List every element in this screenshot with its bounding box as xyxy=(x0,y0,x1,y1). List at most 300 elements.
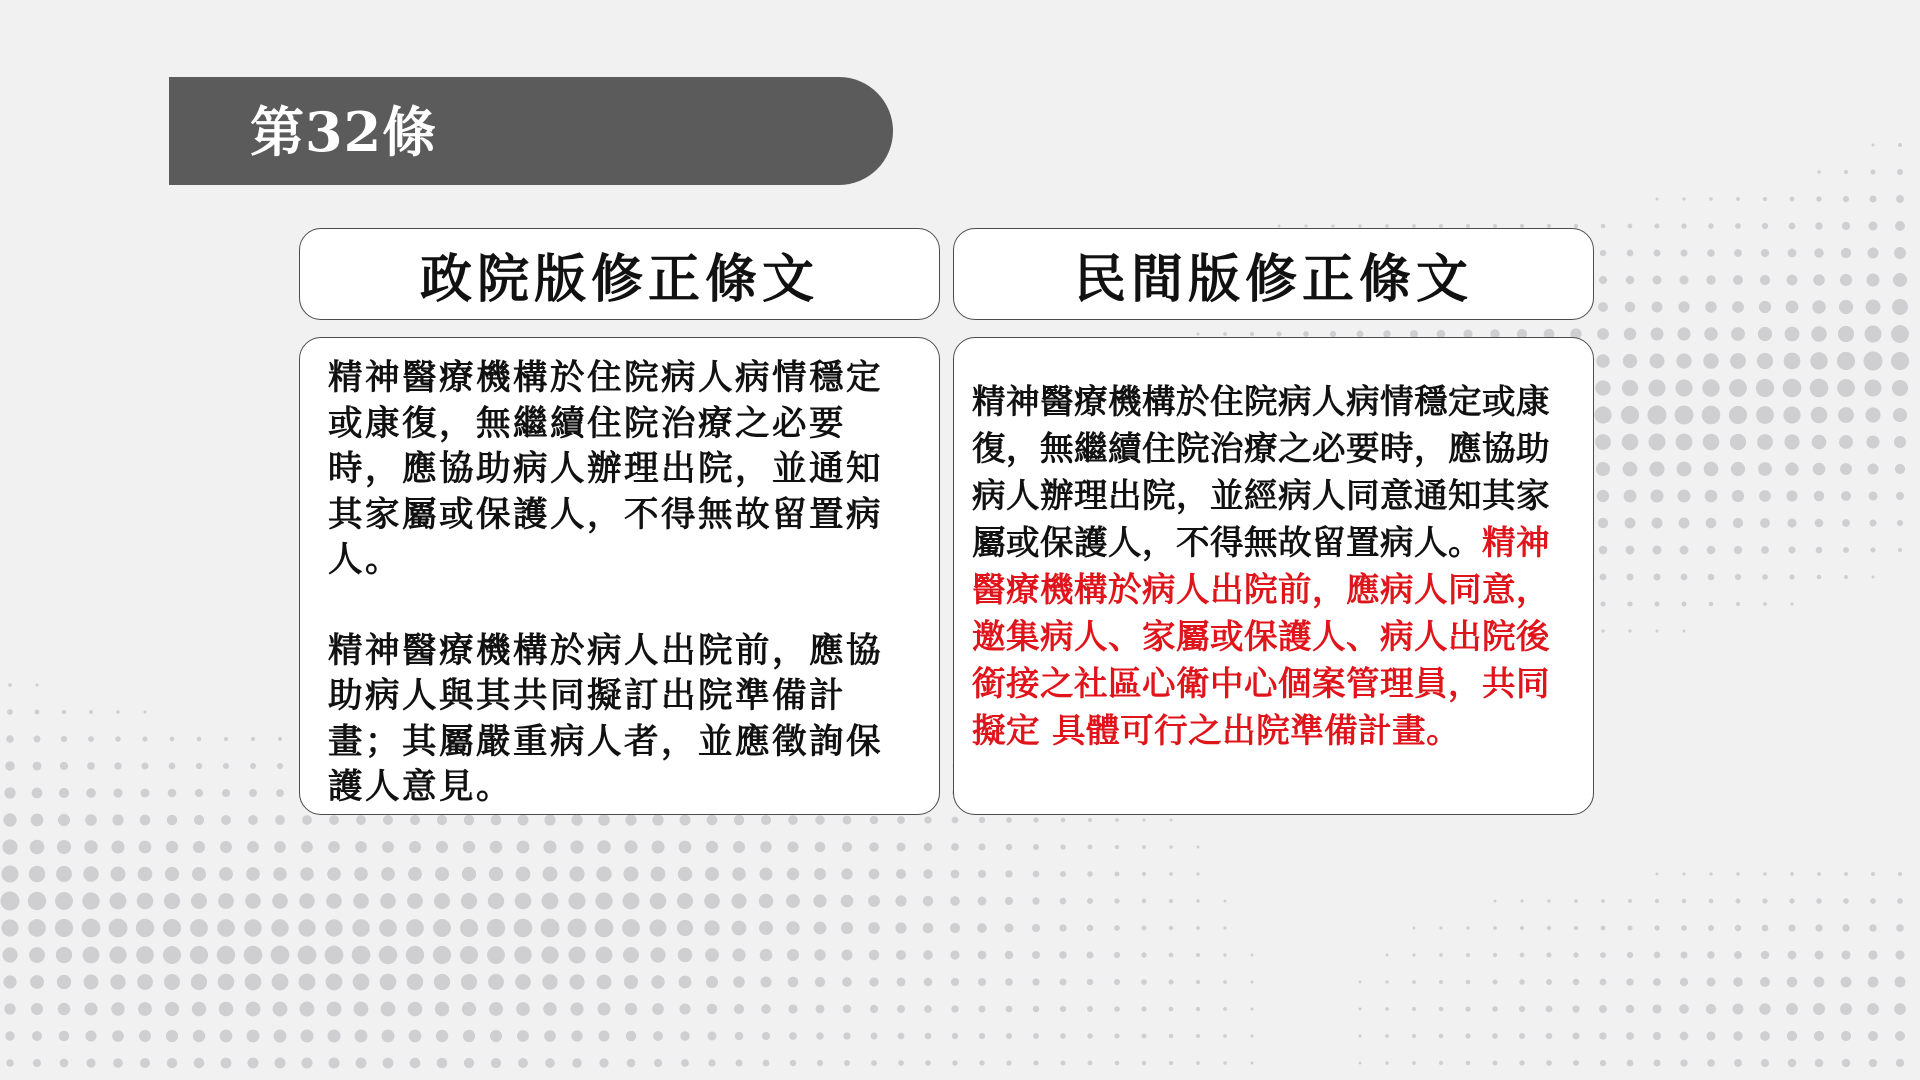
halftone-dot xyxy=(1708,223,1713,228)
halftone-dot xyxy=(1,865,18,882)
halftone-dot xyxy=(1897,169,1903,175)
right-column-header xyxy=(953,228,1594,320)
halftone-dot xyxy=(1649,380,1666,397)
halftone-dot xyxy=(379,946,398,965)
halftone-dot xyxy=(1654,601,1659,606)
halftone-dot xyxy=(224,737,228,741)
right-column-body xyxy=(953,337,1594,815)
halftone-dot xyxy=(1788,1059,1796,1067)
halftone-dot xyxy=(868,895,880,907)
halftone-dot xyxy=(353,974,370,991)
halftone-dot xyxy=(140,1058,150,1068)
halftone-dot xyxy=(1465,1033,1470,1038)
halftone-dot xyxy=(596,947,613,964)
halftone-dot xyxy=(60,762,68,770)
halftone-dot xyxy=(951,978,959,986)
halftone-dot xyxy=(383,1058,394,1069)
halftone-dot xyxy=(1897,898,1903,904)
halftone-dot xyxy=(435,1002,449,1016)
halftone-dot xyxy=(328,1030,341,1043)
halftone-dot xyxy=(1114,925,1120,931)
halftone-dot xyxy=(1893,273,1907,287)
halftone-dot xyxy=(1680,1032,1689,1041)
halftone-dot xyxy=(112,814,123,825)
halftone-dot xyxy=(760,976,771,987)
halftone-dot xyxy=(1866,300,1881,315)
halftone-dot xyxy=(1735,223,1741,229)
right-column-header-label: 民間版修正條文 xyxy=(1073,248,1473,310)
halftone-dot xyxy=(1680,978,1688,986)
halftone-dot xyxy=(733,841,745,853)
halftone-dot xyxy=(677,920,693,936)
halftone-dot xyxy=(517,1030,529,1042)
halftone-dot xyxy=(28,892,46,910)
halftone-dot xyxy=(625,1003,637,1015)
halftone-dot xyxy=(1682,872,1685,875)
halftone-dot xyxy=(1439,1061,1443,1065)
halftone-dot xyxy=(110,893,127,910)
halftone-dot xyxy=(1706,1004,1716,1014)
halftone-dot xyxy=(815,815,824,824)
halftone-dot xyxy=(1493,953,1497,957)
halftone-dot xyxy=(55,919,73,937)
halftone-dot xyxy=(706,841,718,853)
halftone-dot xyxy=(654,1059,662,1067)
halftone-dot xyxy=(1033,1060,1038,1065)
halftone-dot xyxy=(1785,462,1798,475)
halftone-dot xyxy=(192,867,206,881)
halftone-dot xyxy=(814,868,826,880)
halftone-dot xyxy=(1412,980,1416,984)
halftone-dot xyxy=(1223,980,1227,984)
halftone-dot xyxy=(1679,518,1690,529)
halftone-dot xyxy=(218,893,234,909)
halftone-dot xyxy=(842,842,852,852)
halftone-dot xyxy=(1627,250,1634,257)
halftone-dot xyxy=(1682,602,1687,607)
halftone-dot xyxy=(1815,222,1822,229)
halftone-dot xyxy=(1868,1031,1878,1041)
halftone-dot xyxy=(1733,1031,1742,1040)
halftone-dot xyxy=(246,1002,261,1017)
halftone-dot xyxy=(1006,817,1012,823)
halftone-dot xyxy=(1734,249,1742,257)
halftone-dot xyxy=(1787,518,1796,527)
halftone-dot xyxy=(1783,379,1802,398)
halftone-dot xyxy=(1896,195,1904,203)
halftone-dot xyxy=(978,843,985,850)
halftone-dot xyxy=(407,974,423,990)
halftone-dot xyxy=(950,896,960,906)
halftone-dot xyxy=(1546,1033,1553,1040)
halftone-dot xyxy=(1169,926,1173,930)
halftone-dot xyxy=(762,1032,770,1040)
halftone-dot xyxy=(139,1030,151,1042)
halftone-dot xyxy=(763,1060,770,1067)
halftone-dot xyxy=(1520,953,1525,958)
halftone-dot xyxy=(170,737,175,742)
halftone-dot xyxy=(136,946,154,964)
halftone-dot xyxy=(61,736,67,742)
halftone-dot xyxy=(1731,462,1745,476)
halftone-dot xyxy=(1815,924,1822,931)
halftone-dot xyxy=(1622,434,1639,451)
halftone-dot xyxy=(1599,546,1608,555)
halftone-dot xyxy=(1623,354,1637,368)
halftone-dot xyxy=(652,841,665,854)
halftone-dot xyxy=(1595,380,1610,395)
halftone-dot xyxy=(1761,249,1769,257)
halftone-dot xyxy=(1843,898,1849,904)
halftone-dot xyxy=(897,843,906,852)
halftone-dot xyxy=(1707,546,1716,555)
halftone-dot xyxy=(1251,1062,1254,1065)
halftone-dot xyxy=(1466,1061,1471,1066)
halftone-dot xyxy=(218,974,235,991)
halftone-dot xyxy=(1811,407,1828,424)
halftone-dot xyxy=(29,866,46,883)
halftone-dot xyxy=(1707,978,1716,987)
halftone-dot xyxy=(1814,1031,1824,1041)
halftone-dot xyxy=(1385,1007,1389,1011)
halftone-dot xyxy=(732,867,746,881)
halftone-dot xyxy=(1,919,18,936)
halftone-dot xyxy=(977,923,987,933)
halftone-dot xyxy=(571,814,582,825)
halftone-dot xyxy=(1731,327,1745,341)
halftone-dot xyxy=(1061,818,1066,823)
halftone-dot xyxy=(1170,819,1173,822)
halftone-dot xyxy=(1786,490,1797,501)
halftone-dot xyxy=(1005,951,1013,959)
halftone-dot xyxy=(569,974,584,989)
halftone-dot xyxy=(1005,870,1012,877)
halftone-dot xyxy=(1702,379,1719,396)
halftone-dot xyxy=(1813,1003,1825,1015)
halftone-dot xyxy=(1114,979,1120,985)
halftone-dot xyxy=(464,1058,474,1068)
halftone-dot xyxy=(1599,1005,1607,1013)
halftone-dot xyxy=(1813,274,1824,285)
halftone-dot xyxy=(1844,170,1848,174)
halftone-dot xyxy=(597,975,612,990)
halftone-dot xyxy=(1655,899,1659,903)
halftone-dot xyxy=(1653,1059,1660,1066)
halftone-dot xyxy=(1032,951,1040,959)
halftone-dot xyxy=(33,1059,41,1067)
halftone-dot xyxy=(626,1031,636,1041)
halftone-dot xyxy=(1729,406,1747,424)
halftone-dot xyxy=(84,975,99,990)
halftone-dot xyxy=(979,1060,984,1065)
halftone-dot xyxy=(625,814,636,825)
halftone-dot xyxy=(1169,899,1173,903)
halftone-dot xyxy=(28,919,46,937)
halftone-dot xyxy=(244,946,263,965)
halftone-dot xyxy=(787,949,799,961)
halftone-dot xyxy=(31,814,44,827)
halftone-dot xyxy=(1142,1061,1146,1065)
halftone-dot xyxy=(1762,925,1769,932)
halftone-dot xyxy=(1814,491,1825,502)
halftone-dot xyxy=(1573,979,1579,985)
halftone-dot xyxy=(1465,1006,1470,1011)
halftone-dot xyxy=(436,841,448,853)
halftone-dot xyxy=(355,841,367,853)
halftone-dot xyxy=(1169,1061,1173,1065)
halftone-dot xyxy=(895,895,906,906)
halftone-dot xyxy=(59,788,69,798)
halftone-dot xyxy=(271,946,290,965)
halftone-dot xyxy=(247,1030,260,1043)
halftone-dot xyxy=(1652,1004,1661,1013)
halftone-dot xyxy=(434,974,450,990)
halftone-dot xyxy=(57,975,71,989)
halftone-dot xyxy=(34,736,41,743)
halftone-dot xyxy=(1656,198,1659,201)
halftone-dot xyxy=(2,947,17,962)
halftone-dot xyxy=(1250,332,1254,336)
halftone-dot xyxy=(598,1030,609,1041)
halftone-dot xyxy=(192,1002,206,1016)
halftone-dot xyxy=(1653,978,1661,986)
halftone-dot xyxy=(1033,1006,1040,1013)
halftone-dot xyxy=(1838,407,1854,423)
halftone-dot xyxy=(1736,602,1740,606)
halftone-dot xyxy=(195,789,203,797)
halftone-dot xyxy=(1870,196,1877,203)
halftone-dot xyxy=(518,1058,528,1068)
halftone-dot xyxy=(1546,1060,1552,1066)
halftone-dot xyxy=(1621,406,1639,424)
halftone-dot xyxy=(1223,1034,1227,1038)
halftone-dot xyxy=(190,919,208,937)
halftone-dot xyxy=(1519,1060,1524,1065)
halftone-dot xyxy=(85,1030,96,1041)
halftone-dot xyxy=(137,893,154,910)
halftone-dot xyxy=(245,974,262,991)
halftone-dot xyxy=(1087,1033,1092,1038)
left-paragraph-1: 精神醫療機構於住院病人病情穩定或康復，無繼續住院治療之必要時，應協助病人辦理出院，並通知其家屬或保護人，不得無故留置病人。 xyxy=(328,358,883,580)
halftone-dot xyxy=(1087,1006,1093,1012)
halftone-dot xyxy=(166,1030,178,1042)
halftone-dot xyxy=(1519,1033,1525,1039)
halftone-dot xyxy=(1837,379,1855,397)
halftone-dot xyxy=(1196,953,1200,957)
halftone-dot xyxy=(1654,925,1659,930)
halftone-dot xyxy=(298,919,315,936)
halftone-dot xyxy=(1893,408,1907,422)
halftone-dot xyxy=(924,843,932,851)
halftone-dot xyxy=(787,868,799,880)
halftone-dot xyxy=(705,867,719,881)
halftone-dot xyxy=(681,1059,689,1067)
halftone-dot xyxy=(1087,925,1094,932)
halftone-dot xyxy=(1601,602,1606,607)
halftone-dot xyxy=(952,1060,957,1065)
halftone-dot xyxy=(1814,248,1823,257)
right-paragraph xyxy=(972,378,1579,754)
halftone-dot xyxy=(1869,519,1876,526)
halftone-dot xyxy=(1598,518,1608,528)
halftone-dot xyxy=(1866,435,1879,448)
halftone-dot xyxy=(708,1059,715,1066)
halftone-dot xyxy=(816,1005,825,1014)
halftone-dot xyxy=(1223,899,1226,902)
halftone-dot xyxy=(1817,872,1821,876)
halftone-dot xyxy=(84,1002,97,1015)
halftone-dot xyxy=(1840,1003,1852,1015)
halftone-dot xyxy=(1844,872,1848,876)
halftone-dot xyxy=(356,815,366,825)
halftone-dot xyxy=(1572,1005,1579,1012)
halftone-dot xyxy=(1493,1061,1498,1066)
halftone-dot xyxy=(1761,1059,1769,1067)
halftone-dot xyxy=(1704,327,1717,340)
halftone-dot xyxy=(923,923,934,934)
halftone-dot xyxy=(1707,249,1714,256)
halftone-dot xyxy=(1303,331,1309,337)
halftone-dot xyxy=(487,919,505,937)
halftone-dot xyxy=(7,709,13,715)
halftone-dot xyxy=(627,1059,636,1068)
halftone-dot xyxy=(165,867,179,881)
halftone-dot xyxy=(1763,197,1767,201)
halftone-dot xyxy=(844,1060,850,1066)
halftone-dot xyxy=(1841,491,1851,501)
halftone-dot xyxy=(1196,1061,1200,1065)
halftone-dot xyxy=(1439,953,1443,957)
halftone-dot xyxy=(4,1003,15,1014)
halftone-dot xyxy=(1412,1007,1416,1011)
halftone-dot xyxy=(898,1033,905,1040)
halftone-dot xyxy=(679,1003,690,1014)
halftone-dot xyxy=(1005,924,1014,933)
halftone-dot xyxy=(896,950,906,960)
halftone-dot xyxy=(1169,872,1173,876)
halftone-dot xyxy=(731,893,746,908)
halftone-dot xyxy=(353,893,369,909)
halftone-dot xyxy=(1679,275,1688,284)
halftone-dot xyxy=(1519,1006,1525,1012)
halftone-dot xyxy=(814,949,825,960)
halftone-dot xyxy=(1736,899,1741,904)
halftone-dot xyxy=(433,919,451,937)
halftone-dot xyxy=(1627,574,1634,581)
halftone-dot xyxy=(1596,462,1610,476)
halftone-dot xyxy=(30,975,44,989)
halftone-dot xyxy=(1675,406,1694,425)
halftone-dot xyxy=(248,1058,259,1069)
halftone-dot xyxy=(1760,518,1770,528)
halftone-dot xyxy=(1197,846,1200,849)
halftone-dot xyxy=(34,709,39,714)
halftone-dot xyxy=(1032,978,1039,985)
halftone-dot xyxy=(301,841,313,853)
halftone-dot xyxy=(978,951,987,960)
halftone-dot xyxy=(1412,1061,1416,1065)
halftone-dot xyxy=(1682,899,1686,903)
halftone-dot xyxy=(1223,926,1226,929)
halftone-dot xyxy=(788,1004,797,1013)
halftone-dot xyxy=(110,974,125,989)
halftone-dot xyxy=(1622,380,1638,396)
halftone-dot xyxy=(1493,926,1497,930)
halftone-dot xyxy=(733,976,745,988)
halftone-dot xyxy=(88,736,94,742)
halftone-dot xyxy=(275,815,285,825)
halftone-dot xyxy=(569,866,584,881)
halftone-dot xyxy=(1759,1003,1770,1014)
halftone-dot xyxy=(1704,462,1719,477)
halftone-dot xyxy=(1812,435,1827,450)
halftone-dot xyxy=(979,817,985,823)
halftone-dot xyxy=(1142,872,1146,876)
halftone-dot xyxy=(1626,276,1635,285)
halftone-dot xyxy=(220,1030,233,1043)
halftone-dot xyxy=(1842,924,1849,931)
halftone-dot xyxy=(815,977,825,987)
halftone-dot xyxy=(1520,899,1523,902)
halftone-dot xyxy=(599,1058,608,1067)
halftone-dot xyxy=(1142,899,1147,904)
halftone-dot xyxy=(489,867,503,881)
halftone-dot xyxy=(1625,302,1635,312)
halftone-dot xyxy=(1681,574,1688,581)
halftone-dot xyxy=(1060,979,1067,986)
halftone-dot xyxy=(1086,951,1093,958)
halftone-dot xyxy=(979,1033,985,1039)
halftone-dot xyxy=(1601,224,1606,229)
halftone-dot xyxy=(1600,1060,1606,1066)
halftone-dot xyxy=(868,922,880,934)
halftone-dot xyxy=(1169,953,1174,958)
halftone-dot xyxy=(869,869,880,880)
halftone-dot xyxy=(1675,379,1692,396)
halftone-dot xyxy=(274,841,286,853)
halftone-dot xyxy=(650,920,667,937)
halftone-dot xyxy=(1650,354,1665,369)
halftone-dot xyxy=(788,977,799,988)
halftone-dot xyxy=(572,1058,581,1067)
halftone-dot xyxy=(843,1032,850,1039)
halftone-dot xyxy=(113,1058,123,1068)
halftone-dot xyxy=(1761,546,1769,554)
halftone-dot xyxy=(1573,952,1578,957)
halftone-dot xyxy=(541,946,558,963)
halftone-dot xyxy=(1520,926,1524,930)
halftone-dot xyxy=(653,1031,663,1041)
halftone-dot xyxy=(595,892,612,909)
halftone-dot xyxy=(1733,1004,1744,1015)
halftone-dot xyxy=(1867,463,1878,474)
halftone-dot xyxy=(1709,197,1712,200)
halftone-dot xyxy=(570,1002,583,1015)
halftone-dot xyxy=(249,789,257,797)
halftone-dot xyxy=(1600,574,1607,581)
halftone-dot xyxy=(1033,871,1040,878)
halftone-dot xyxy=(194,815,204,825)
halftone-dot xyxy=(704,920,719,935)
halftone-dot xyxy=(165,1002,179,1016)
halftone-dot xyxy=(1680,249,1687,256)
halftone-dot xyxy=(356,1058,367,1069)
halftone-dot xyxy=(1412,1034,1416,1038)
halftone-dot xyxy=(1196,872,1199,875)
halftone-dot xyxy=(1870,547,1875,552)
halftone-dot xyxy=(1816,547,1823,554)
halftone-dot xyxy=(1196,899,1200,903)
